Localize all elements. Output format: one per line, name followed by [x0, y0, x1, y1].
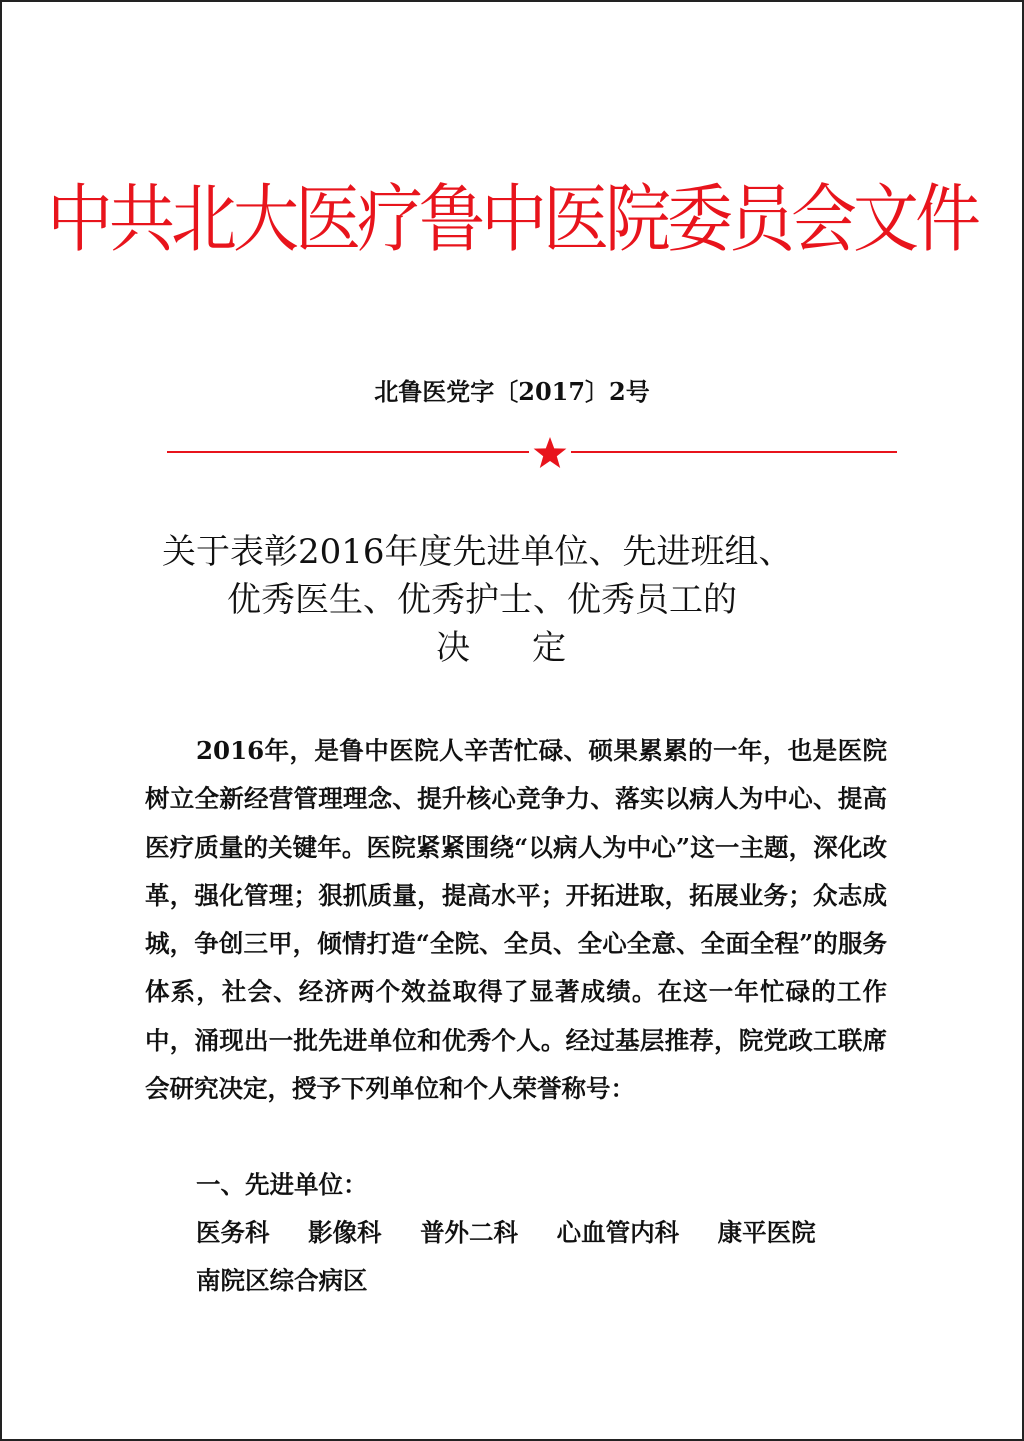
advanced-units-list	[196, 1209, 816, 1257]
decision-title-line-3: 决定	[436, 628, 628, 668]
decision-title-line-2: 优秀医生、优秀护士、优秀员工的	[227, 580, 737, 620]
red-divider-left	[167, 451, 529, 453]
unit-item: 医务科	[196, 1218, 270, 1247]
section-heading-advanced-units: 一、先进单位：	[196, 1170, 368, 1199]
unit-item: 南院区综合病区	[196, 1266, 368, 1295]
red-divider-right	[571, 451, 897, 453]
star-icon	[532, 435, 568, 471]
decision-title-line-1: 关于表彰2016年度先进单位、先进班组、	[162, 532, 793, 572]
advanced-units-list-continued	[196, 1257, 368, 1305]
body-paragraph: 2016年，是鲁中医院人辛苦忙碌、硕果累累的一年，也是医院树立全新经营管理理念、提升核心竞争力、落实以病人为中心、提高医疗质量的关键年。医院紧紧围绕“以病人为中心”这一主题，深化改革，强化管理；狠抓质量，提高水平；开拓进取，拓展业务；众志成城，争创三甲，倾情打造“全院、全员、全心全意、全面全程”的服务体系，社会、经济两个效益取得了显著成绩。在这一年忙碌的工作中，涌现出一批先进单位和优秀个人。经过基层推荐，院党政工联席会研究决定，授予下列单位和个人荣誉称号：	[145, 736, 887, 1104]
unit-item: 影像科	[308, 1218, 382, 1247]
unit-item: 心血管内科	[556, 1218, 680, 1247]
unit-item: 康平医院	[717, 1218, 816, 1247]
document-number: 北鲁医党字〔2017〕2号	[374, 377, 650, 406]
document-header-title: 中共北大医疗鲁中医院委员会文件	[47, 176, 977, 263]
unit-item: 普外二科	[420, 1218, 519, 1247]
